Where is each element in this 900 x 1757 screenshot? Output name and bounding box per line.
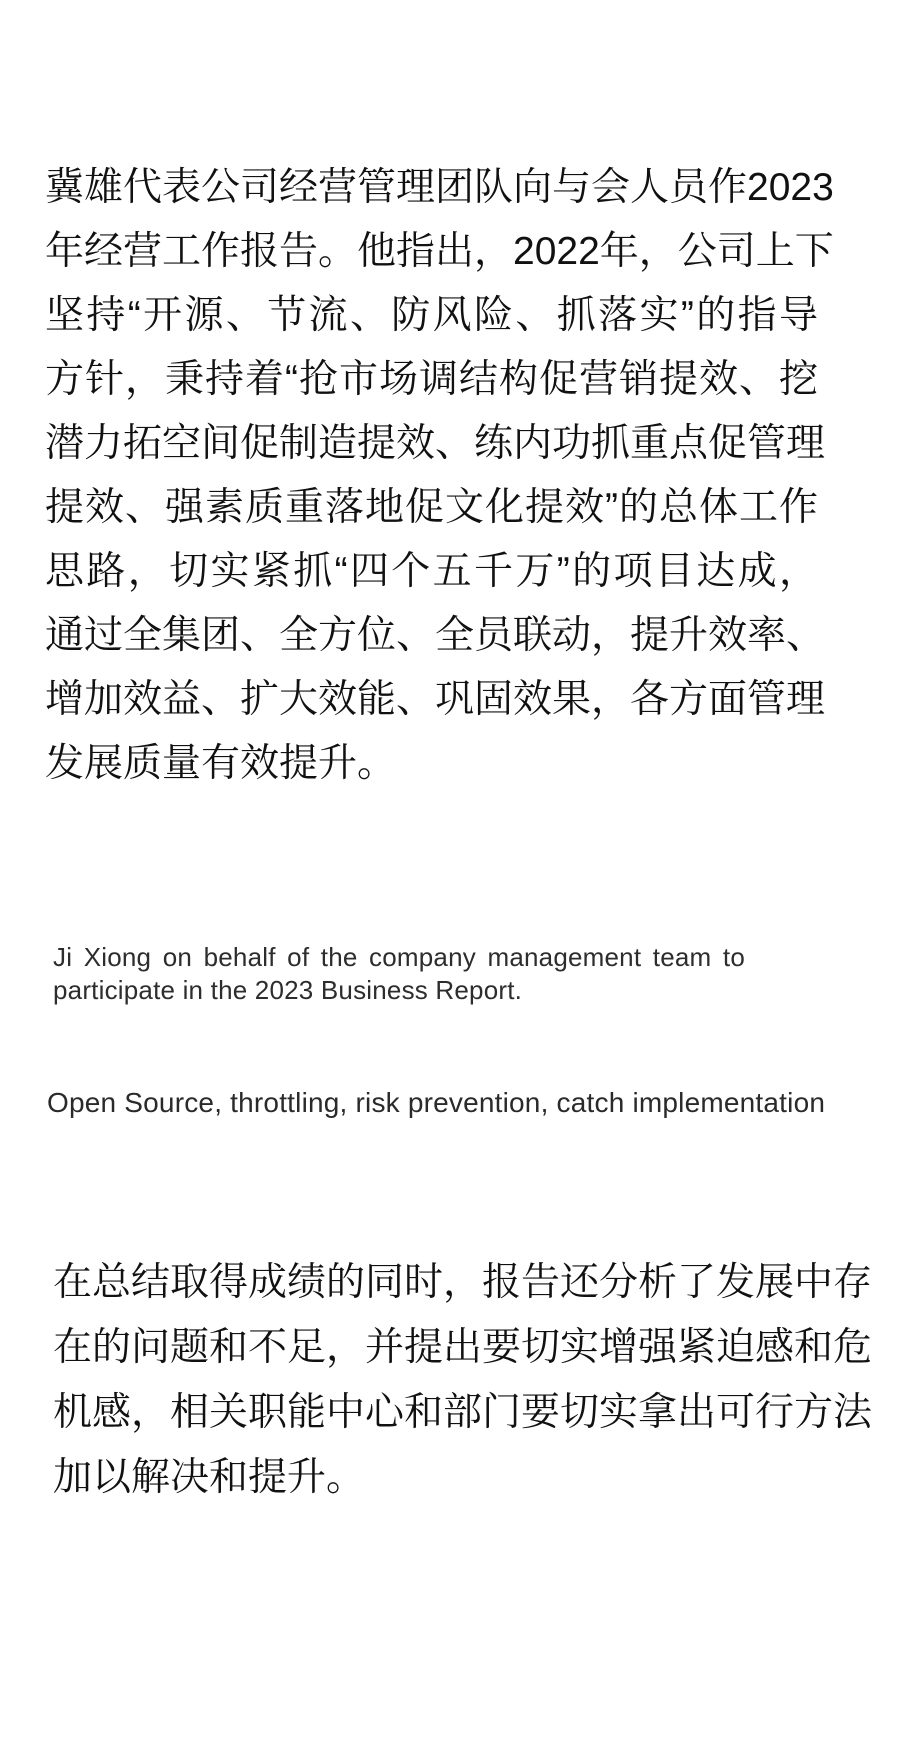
report-summary-line: 提效、强素质重落地促文化提效”的总体工作	[45, 486, 818, 529]
report-analysis-line: 在的问题和不足，并提出要切实增强紧迫感和危	[53, 1326, 873, 1369]
report-analysis-line: 在总结取得成绩的同时，报告还分析了发展中存	[53, 1261, 873, 1304]
report-summary-line: 思路，切实紧抓“四个五千万”的项目达成，	[45, 550, 818, 593]
slogan-translation-english: Open Source, throttling, risk prevention, catch implementation	[47, 1087, 826, 1118]
report-summary-line: 方针，秉持着“抢市场调结构促营销提效、挖	[45, 358, 818, 401]
report-analysis-line: 机感，相关职能中心和部门要切实拿出可行方法	[53, 1391, 873, 1434]
report-analysis-line: 加以解决和提升。	[53, 1456, 366, 1499]
report-summary-paragraph	[45, 156, 834, 796]
report-summary-line: 发展质量有效提升。	[45, 742, 397, 785]
photo-caption-english	[53, 941, 745, 1007]
photo-caption-line: Ji Xiong on behalf of the company management team to	[53, 942, 745, 972]
report-analysis-paragraph	[53, 1250, 873, 1510]
report-summary-line: 坚持“开源、节流、防风险、抓落实”的指导	[45, 294, 818, 337]
report-summary-line: 冀雄代表公司经营管理团队向与会人员作2023	[45, 166, 834, 209]
report-summary-line: 通过全集团、全方位、全员联动，提升效率、	[45, 614, 826, 657]
report-summary-line: 增加效益、扩大效能、巩固效果，各方面管理	[45, 678, 826, 721]
report-summary-line: 年经营工作报告。他指出，2022年，公司上下	[45, 230, 834, 273]
photo-caption-line: participate in the 2023 Business Report.	[53, 975, 523, 1005]
report-summary-line: 潜力拓空间促制造提效、练内功抓重点促管理	[45, 422, 826, 465]
